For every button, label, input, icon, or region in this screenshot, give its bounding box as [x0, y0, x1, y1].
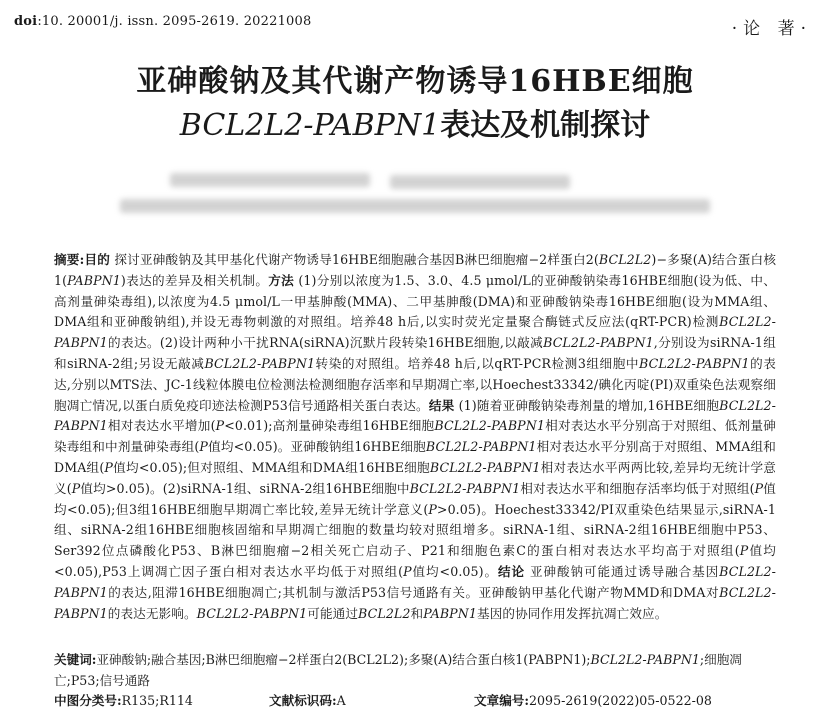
article-number	[474, 690, 712, 709]
conclusion-text: 和	[410, 605, 424, 621]
conclusion-text: 基因的协同作用发挥抗凋亡效应。	[477, 605, 668, 621]
methods-text: 的表达,分别以MTS法、JC-1线粒体膜电位检测法检测细胞存活率和早期凋亡率,以Hoechest33342/碘化丙啶(PI)双重染色法观察细胞凋亡情况,以蛋白质免疫印迹法检测P53信号通路相关蛋白表达。	[54, 355, 776, 413]
blurred-author-line	[390, 175, 570, 189]
gene-name: BCL2L2-PABPN1	[196, 605, 308, 621]
conclusion-text: 的表达,阻滞16HBE细胞凋亡;其机制与激活P53信号通路有关。亚砷酸钠甲基化代谢产物MMD和DMA对	[107, 584, 720, 600]
article-number-value: 2095-2619(2022)05-0522-08	[529, 693, 712, 708]
methods-text: ,分别设为siRNA-1组和siRNA-2组;另设无敲减	[54, 335, 776, 371]
abstract	[54, 250, 776, 624]
results-text: 相对表达水平和细胞存活率均低于对照组(	[520, 480, 755, 496]
results-text: 相对表达水平分别高于对照组、MMA组和DMA组(	[54, 439, 776, 475]
methods-text: 的表达。(2)设计两种小干扰RNA(siRNA)沉默片段转染16HBE细胞,以敲减	[107, 335, 544, 351]
results-text: 相对表达水平两两比较,差异均无统计学意义(	[54, 459, 776, 496]
p-symbol: P	[104, 459, 113, 475]
article-number-label: 文章编号:	[474, 693, 530, 708]
p-symbol: P	[428, 501, 437, 517]
objective-label: 目的	[84, 252, 111, 267]
objective-text: 探讨亚砷酸钠及其甲基化代谢产物诱导16HBE细胞融合基因B淋巴细胞瘤−2样蛋白2(	[110, 252, 599, 267]
results-text: 值均<0.05);但对照组、MMA组和DMA组16HBE细胞	[112, 459, 430, 475]
methods-label: 方法	[268, 272, 295, 288]
results-text: 值均>0.05)。(2)siRNA-1组、siRNA-2组16HBE细胞中	[80, 480, 410, 496]
gene-name: BCL2L2-PABPN1	[409, 480, 521, 496]
title-line-1: 亚砷酸钠及其代谢产物诱导16HBE细胞	[136, 64, 694, 99]
results-text: (1)随着亚砷酸钠染毒剂量的增加,16HBE细胞	[454, 397, 720, 413]
results-text: 相对表达水平增加(	[107, 418, 216, 434]
results-text: 值均<0.05),P53上调凋亡因子蛋白相对表达水平均低于对照组(	[54, 543, 777, 579]
keywords	[54, 650, 776, 692]
keywords-text: ;细胞凋亡;P53;信号通路	[54, 652, 742, 688]
results-text: <0.01);高剂量砷染毒组16HBE细胞	[224, 418, 435, 434]
classification-line	[54, 690, 776, 709]
abstract-label: 摘要:	[54, 252, 85, 267]
methods-text: 转染的对照组。培养48 h后,以qRT-PCR检测3组细胞中	[315, 355, 640, 371]
title-gene: BCL2L2-PABPN1	[179, 108, 441, 143]
gene-name: BCL2L2-PABPN1	[429, 459, 541, 475]
keywords-label: 关键词:	[54, 652, 97, 667]
gene-name: BCL2L2-PABPN1	[54, 584, 776, 621]
clc-label: 中图分类号:	[54, 693, 122, 708]
clc-value: R135;R114	[121, 693, 193, 708]
p-symbol: P	[739, 543, 749, 559]
title-line-2	[0, 100, 830, 144]
p-symbol: P	[199, 439, 208, 455]
gene-name: BCL2L2-PABPN1	[590, 652, 700, 667]
p-symbol: P	[215, 418, 225, 434]
gene-name: BCL2L2-PABPN1	[639, 355, 750, 371]
doi-label: doi	[14, 14, 38, 29]
gene-name: PABPN1	[67, 272, 121, 288]
objective-text: )表达的差异及相关机制。	[120, 272, 269, 288]
gene-name: BCL2L2	[358, 605, 411, 621]
document-code	[269, 690, 474, 709]
p-symbol: P	[754, 480, 764, 496]
gene-name: PABPN1	[423, 605, 477, 621]
results-text: 相对表达水平分别高于对照组、低剂量砷染毒组和中剂量砷染毒组(	[54, 418, 776, 455]
methods-text: (1)分别以浓度为1.5、3.0、4.5 μmol/L的亚砷酸钠染毒16HBE细胞(设为低、中、高剂量砷染毒组),以浓度为4.5 μmol/L一甲基胂酸(MMA)、二甲基胂酸(DMA)和亚砷酸钠染毒16HBE细胞(设为MMA组、DMA组和亚砷酸钠组),并设无毒物刺激的对照组。培养48 h后,以实时荧光定量聚合酶链式反应法(qRT-PCR)检测	[54, 272, 776, 330]
objective-text: )−多聚(A)结合蛋白核1(	[54, 252, 777, 288]
document-code-label: 文献标识码:	[269, 693, 337, 708]
conclusion-text: 亚砷酸钠可能通过诱导融合基因	[525, 563, 720, 579]
gene-name: BCL2L2	[598, 252, 652, 267]
gene-name: BCL2L2-PABPN1	[54, 397, 776, 434]
clc-number	[54, 690, 269, 709]
blurred-affiliation-line	[120, 199, 710, 213]
conclusion-label: 结论	[498, 563, 526, 579]
conclusion-text: 可能通过	[307, 605, 359, 621]
keywords-text: 亚砷酸钠;融合基因;B淋巴细胞瘤−2样蛋白2(BCL2L2);多聚(A)结合蛋白核1(PABPN1);	[96, 652, 591, 667]
results-text: 值均<0.05);但3组16HBE细胞早期凋亡率比较,差异无统计学意义(	[54, 480, 776, 517]
blurred-author-line	[170, 173, 370, 187]
title-line-2-rest: 表达及机制探讨	[440, 108, 651, 143]
results-text: 值均<0.05)。亚砷酸钠组16HBE细胞	[208, 439, 426, 455]
gene-name: BCL2L2-PABPN1	[543, 335, 654, 351]
gene-name: BCL2L2-PABPN1	[54, 314, 776, 351]
gene-name: BCL2L2-PABPN1	[204, 355, 316, 371]
document-code-value: A	[336, 693, 346, 708]
doi-value: :10. 20001/j. issn. 2095-2619. 20221008	[37, 14, 312, 29]
doi-line	[14, 14, 311, 29]
results-label: 结果	[428, 397, 455, 413]
conclusion-text: 的表达无影响。	[107, 605, 197, 621]
results-text: >0.05)。Hoechest33342/PI双重染色结果显示,siRNA-1组、siRNA-2组16HBE细胞核固缩和早期凋亡细胞的数量均较对照组增多。siRNA-1组、siRNA-2组16HBE细胞中P53、Ser392位点磷酸化P53、B淋巴细胞瘤−2相关死亡启动子、P21和细胞色素C的蛋白相对表达水平均高于对照组(	[54, 501, 776, 559]
gene-name: BCL2L2-PABPN1	[434, 418, 545, 434]
p-symbol: P	[71, 480, 81, 496]
gene-name: BCL2L2-PABPN1	[54, 563, 776, 600]
results-text: 值均<0.05)。	[411, 563, 498, 579]
section-tag: ·论 著·	[731, 19, 812, 39]
gene-name: BCL2L2-PABPN1	[425, 439, 537, 455]
p-symbol: P	[403, 563, 412, 579]
blurred-authors	[120, 165, 710, 225]
